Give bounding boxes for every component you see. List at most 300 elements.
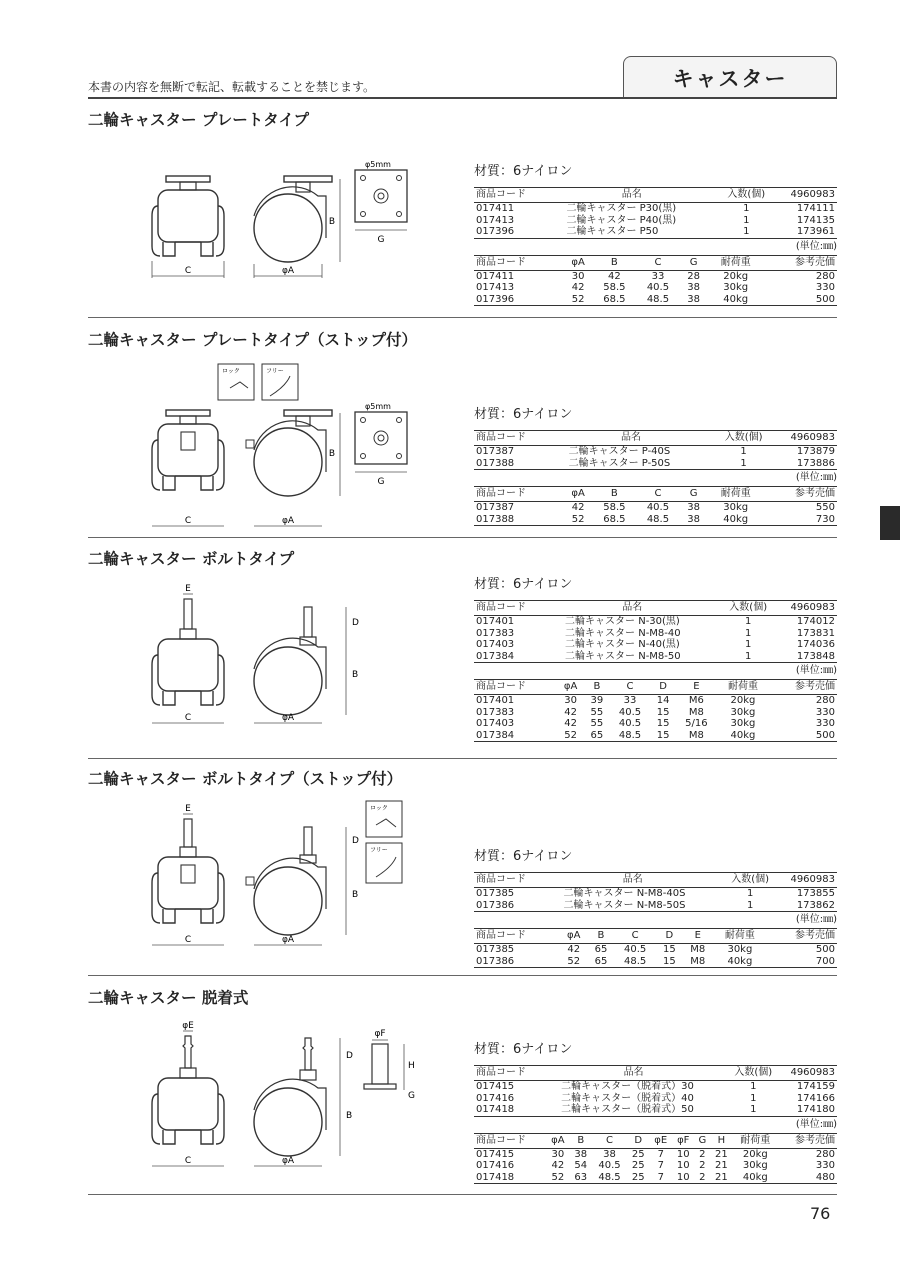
spec-table xyxy=(474,486,837,526)
table-cell: 017415 xyxy=(476,1081,515,1092)
svg-text:φF: φF xyxy=(374,1029,386,1039)
table-cell: 2 xyxy=(694,1172,710,1184)
column-header: 商品コード xyxy=(474,929,560,944)
product-row xyxy=(474,446,837,458)
table-cell: 30kg xyxy=(723,282,749,293)
svg-text:ロック: ロック xyxy=(370,805,388,812)
column-header: 耐荷重 xyxy=(733,1133,778,1148)
table-cell: 二輪キャスター P50 xyxy=(544,226,719,238)
table-cell: 15 xyxy=(656,956,683,968)
front-view xyxy=(152,176,224,278)
table-cell: 280 xyxy=(815,1148,835,1160)
table-cell: 40kg xyxy=(733,1172,778,1184)
table-cell: 33 xyxy=(623,695,637,706)
table-cell: 二輪キャスター N-M8-50S xyxy=(542,900,724,912)
section-bolt-type xyxy=(88,547,837,757)
unit-label: (単位:㎜) xyxy=(795,1118,837,1130)
product-row xyxy=(474,215,837,227)
table-cell: 017418 xyxy=(474,1172,546,1184)
table-cell: 30kg xyxy=(727,944,753,955)
table-cell: 30kg xyxy=(723,502,749,513)
table-cell: M8 xyxy=(676,730,717,742)
table-cell: 15 xyxy=(662,944,676,955)
table-cell: 30kg xyxy=(730,706,756,718)
table-cell: 52 xyxy=(564,294,593,306)
table-cell: 30 xyxy=(564,695,577,706)
table-cell: 174180 xyxy=(778,1104,837,1116)
table-cell: 174012 xyxy=(796,616,835,627)
table-cell: 42 xyxy=(571,502,585,513)
side-view xyxy=(254,176,340,278)
column-header: 商品コード xyxy=(474,487,564,502)
spec-table xyxy=(474,1133,837,1185)
column-header: D xyxy=(650,680,676,695)
plate-top-view xyxy=(355,402,407,487)
material-label: 材質：6ナイロン xyxy=(474,577,573,592)
column-header: D xyxy=(656,929,683,944)
table-cell: 173862 xyxy=(776,900,837,912)
table-cell: 二輪キャスター P30(黒) xyxy=(566,203,677,214)
column-header: B xyxy=(593,487,637,502)
column-header: 耐荷重 xyxy=(717,680,769,695)
spec-row xyxy=(474,718,837,730)
table-cell: 017385 xyxy=(476,944,515,955)
column-header: C xyxy=(592,1133,627,1148)
table-cell: 330 xyxy=(815,282,835,293)
table-cell: 017384 xyxy=(474,730,557,742)
table-cell: 二輪キャスター P-50S xyxy=(547,458,716,470)
table-cell: 40.5 xyxy=(618,718,642,729)
table-cell: 30kg xyxy=(742,1160,768,1171)
table-cell: 174159 xyxy=(796,1081,835,1092)
svg-text:φ5mm: φ5mm xyxy=(365,402,391,411)
svg-text:B: B xyxy=(328,449,336,459)
table-cell: 42 xyxy=(571,282,585,293)
table-cell: 330 xyxy=(815,718,835,729)
table-cell: 38 xyxy=(574,1148,588,1160)
table-cell: 10 xyxy=(672,1172,694,1184)
table-cell: 39 xyxy=(590,695,604,706)
front-view xyxy=(152,410,224,526)
spec-table xyxy=(474,679,837,742)
product-table: 商品コード 品名 入数(個) 4960983 017401 二輪キャスター N-30(黒) 1 174012 017383 二輪キャスター N-M8-40 1 173831 017403 二輪キャスター N-40(黒) 1 174036 017384 二輪キャスター N-M8-50 1 173848 xyxy=(476,602,835,662)
column-header: H xyxy=(710,1133,732,1148)
lock-free-icons xyxy=(366,801,402,883)
table-cell: 017416 xyxy=(476,1092,515,1104)
table-cell: 017411 xyxy=(476,270,515,282)
product-row xyxy=(474,1104,837,1116)
table-cell: 48.5 xyxy=(610,730,650,742)
column-header: φE xyxy=(649,1133,672,1148)
section-divider xyxy=(88,975,837,976)
table-cell: 15 xyxy=(656,706,670,718)
table-cell: 017383 xyxy=(476,706,515,718)
section-title: 二輪キャスター プレートタイプ（ストップ付） xyxy=(88,331,418,349)
table-cell: 017416 xyxy=(476,1160,515,1171)
side-view xyxy=(254,607,359,723)
table-cell: 二輪キャスター（脱着式）50 xyxy=(539,1104,728,1116)
svg-text:φA: φA xyxy=(281,713,295,723)
spec-row xyxy=(474,270,837,282)
table-cell: 017386 xyxy=(474,956,560,968)
table-cell: 280 xyxy=(815,695,835,706)
table-cell: 55 xyxy=(590,718,604,729)
svg-text:D: D xyxy=(346,1051,353,1061)
table-cell: 52 xyxy=(564,514,593,526)
svg-text:C: C xyxy=(184,935,192,945)
table-cell: 017411 xyxy=(476,203,515,214)
page-number: 76 xyxy=(810,1204,831,1223)
table-cell: 500 xyxy=(764,294,837,306)
spec-row xyxy=(474,282,837,294)
column-header: C xyxy=(614,929,656,944)
column-header: φA xyxy=(564,487,593,502)
table-cell: 1 xyxy=(746,888,754,899)
bolt-stop-tables xyxy=(474,845,837,968)
table-cell: 38 xyxy=(680,294,708,306)
column-header: B xyxy=(584,680,610,695)
table-cell: 25 xyxy=(631,1160,645,1171)
svg-text:E: E xyxy=(185,584,191,594)
product-row xyxy=(474,900,837,912)
unit-label: (単位:㎜) xyxy=(795,472,837,483)
table-cell: 1 xyxy=(743,214,750,226)
table-cell: 017403 xyxy=(476,718,515,729)
svg-text:φA: φA xyxy=(281,516,295,526)
table-cell: 017387 xyxy=(476,502,515,513)
section-plate-type xyxy=(88,108,837,318)
table-cell: 42 xyxy=(564,718,577,729)
bolt-tables xyxy=(474,573,837,742)
table-cell: 5/16 xyxy=(685,718,708,729)
table-cell: M8 xyxy=(688,706,704,718)
table-cell: 017388 xyxy=(474,514,564,526)
detachable-caster-diagram xyxy=(148,1016,468,1186)
table-cell: 30 xyxy=(571,270,585,282)
table-cell: 21 xyxy=(714,1160,728,1171)
table-cell: 42 xyxy=(564,706,577,718)
unit-label: (単位:㎜) xyxy=(795,240,837,252)
table-cell: 1 xyxy=(716,458,772,470)
column-header: B xyxy=(593,255,637,270)
column-header: G xyxy=(680,255,708,270)
section-detachable xyxy=(88,986,837,1194)
table-cell: 二輪キャスター N-30(黒) xyxy=(565,616,680,627)
column-header: G xyxy=(680,487,708,502)
svg-text:G: G xyxy=(377,477,385,487)
column-header: C xyxy=(610,680,650,695)
table-cell: 58.5 xyxy=(603,502,626,513)
table-cell: 30kg xyxy=(730,718,756,729)
table-cell: 40kg xyxy=(717,730,769,742)
table-cell: 730 xyxy=(764,514,837,526)
table-cell: 40.5 xyxy=(598,1160,621,1171)
table-cell: 10 xyxy=(676,1148,690,1160)
table-cell: 700 xyxy=(767,956,837,968)
lock-free-icons xyxy=(218,364,298,400)
table-cell: 500 xyxy=(769,730,837,742)
table-cell: 017384 xyxy=(474,651,543,663)
copyright-notice: 本書の内容を無断で転記、転載することを禁じます。 xyxy=(88,80,376,94)
spec-row xyxy=(474,1148,837,1160)
column-header: 参考売価 xyxy=(778,1133,837,1148)
column-header: φA xyxy=(564,255,593,270)
table-cell: 52 xyxy=(557,730,584,742)
section-title: 二輪キャスター ボルトタイプ（ストップ付） xyxy=(88,770,403,788)
product-table: 商品コード 品名 入数(個) 4960983 017415 二輪キャスター（脱着式）30 1 174159 017416 二輪キャスター（脱着式）40 1 174166 017418 二輪キャスター（脱着式）50 1 174180 xyxy=(476,1067,835,1115)
table-cell: 28 xyxy=(687,270,700,282)
svg-text:E: E xyxy=(185,804,191,814)
socket-view xyxy=(364,1029,415,1101)
table-cell: 40kg xyxy=(708,294,764,306)
column-header: E xyxy=(676,680,717,695)
table-cell: 7 xyxy=(657,1160,664,1171)
material-label: 材質：6ナイロン xyxy=(474,849,573,864)
column-header: D xyxy=(627,1133,649,1148)
spec-row xyxy=(474,944,837,956)
table-cell: 017385 xyxy=(476,888,515,899)
table-cell: 1 xyxy=(743,203,750,214)
spec-row xyxy=(474,1160,837,1172)
product-table: 商品コード 品名 入数(個) 4960983 017411 二輪キャスター P30(黒) 1 174111 017413 二輪キャスター P40(黒) 1 174135 017396 二輪キャスター P50 1 173961 xyxy=(476,189,835,237)
svg-text:H: H xyxy=(408,1061,415,1071)
side-index-tab xyxy=(880,506,900,540)
plate-top-view xyxy=(355,160,407,245)
table-cell: 173848 xyxy=(775,651,837,663)
column-header: 参考売価 xyxy=(769,680,837,695)
svg-text:φ5mm: φ5mm xyxy=(365,160,391,169)
column-header: 参考売価 xyxy=(767,929,837,944)
table-cell: 173961 xyxy=(774,226,837,238)
column-header: φA xyxy=(557,680,584,695)
table-cell: 52 xyxy=(546,1172,569,1184)
dim-c-label: C xyxy=(184,266,192,276)
table-cell: 40kg xyxy=(708,514,764,526)
product-table: 商品コード 品名 入数(個) 4960983 017385 二輪キャスター N-M8-40S 1 173855 017386 二輪キャスター N-M8-50S 1 173862 xyxy=(476,874,835,911)
material-label: 材質：6ナイロン xyxy=(474,407,573,422)
section-plate-type-stop xyxy=(88,328,837,538)
product-row xyxy=(474,639,837,651)
column-header: 参考売価 xyxy=(764,255,837,270)
column-header: B xyxy=(570,1133,592,1148)
table-cell: 15 xyxy=(656,718,670,729)
spec-table xyxy=(474,255,837,307)
table-cell: 二輪キャスター N-40(黒) xyxy=(565,639,680,650)
spec-row xyxy=(474,294,837,306)
svg-text:D: D xyxy=(352,836,359,846)
table-cell: 40.5 xyxy=(646,502,670,513)
side-view xyxy=(246,827,359,945)
table-cell: 40.5 xyxy=(646,282,670,293)
product-row xyxy=(474,203,837,215)
table-cell: 58.5 xyxy=(603,282,626,293)
table-cell: 017401 xyxy=(476,695,515,706)
spec-row xyxy=(474,514,837,526)
table-cell: 1 xyxy=(745,616,752,627)
plate-caster-diagram xyxy=(148,158,468,298)
table-cell: 480 xyxy=(778,1172,837,1184)
plate-tables xyxy=(474,160,837,306)
svg-text:φA: φA xyxy=(281,1156,295,1166)
table-cell: 42 xyxy=(567,944,581,955)
table-cell: 017401 xyxy=(476,616,515,627)
front-view xyxy=(152,1021,224,1166)
table-cell: 017387 xyxy=(476,446,515,457)
svg-text:B: B xyxy=(352,670,359,680)
material-label: 材質：6ナイロン xyxy=(474,164,573,179)
column-header: φA xyxy=(546,1133,569,1148)
table-cell: 1 xyxy=(728,1104,778,1116)
product-row xyxy=(474,1093,837,1105)
table-cell: 017386 xyxy=(474,900,542,912)
column-header: 商品コード xyxy=(474,1133,546,1148)
table-cell: 65 xyxy=(594,944,608,955)
side-view xyxy=(246,410,340,526)
table-cell: 42 xyxy=(551,1160,565,1171)
table-cell: 017383 xyxy=(476,627,515,639)
table-cell: 10 xyxy=(676,1160,690,1171)
table-cell: 2 xyxy=(699,1160,706,1171)
table-cell: 017396 xyxy=(474,226,544,238)
table-cell: 二輪キャスター P-40S xyxy=(568,446,671,457)
table-cell: 54 xyxy=(574,1160,588,1171)
column-header: E xyxy=(683,929,713,944)
front-view xyxy=(152,584,224,723)
table-cell: 1 xyxy=(719,226,774,238)
spec-row xyxy=(474,730,837,742)
front-view xyxy=(152,804,224,945)
table-cell: 20kg xyxy=(742,1148,768,1160)
table-cell: 7 xyxy=(649,1172,672,1184)
table-cell: 174166 xyxy=(796,1092,835,1104)
spec-row xyxy=(474,695,837,707)
spec-row xyxy=(474,502,837,514)
column-header: C xyxy=(636,487,680,502)
table-cell: 21 xyxy=(710,1172,732,1184)
svg-text:フリー: フリー xyxy=(266,368,284,375)
table-cell: 330 xyxy=(815,706,835,718)
table-cell: 550 xyxy=(815,502,835,513)
product-row xyxy=(474,888,837,900)
table-cell: 38 xyxy=(687,282,700,293)
table-cell: 20kg xyxy=(730,695,756,706)
svg-text:φE: φE xyxy=(182,1021,194,1031)
section-divider xyxy=(88,758,837,759)
column-header: 耐荷重 xyxy=(708,255,764,270)
table-cell: 65 xyxy=(588,956,615,968)
table-cell: 173886 xyxy=(772,458,837,470)
section-title: 二輪キャスター ボルトタイプ xyxy=(88,550,295,568)
table-cell: 40kg xyxy=(713,956,767,968)
spec-row xyxy=(474,707,837,719)
svg-text:B: B xyxy=(328,217,336,227)
svg-text:ロック: ロック xyxy=(222,368,240,375)
table-cell: 330 xyxy=(815,1160,835,1171)
table-cell: M6 xyxy=(688,695,704,706)
column-header: 耐荷重 xyxy=(713,929,767,944)
svg-text:C: C xyxy=(184,1156,192,1166)
table-cell: 40.5 xyxy=(618,706,642,718)
section-divider xyxy=(88,1194,837,1195)
table-cell: 二輪キャスター N-M8-40S xyxy=(563,888,686,899)
table-cell: 20kg xyxy=(723,270,749,282)
unit-label: (単位:㎜) xyxy=(795,665,837,676)
table-cell: 2 xyxy=(699,1148,706,1160)
bolt-caster-diagram xyxy=(148,581,468,741)
table-cell: 174111 xyxy=(796,203,835,214)
spec-table xyxy=(474,928,837,968)
product-row xyxy=(474,616,837,628)
table-cell: 280 xyxy=(815,270,835,282)
table-cell: 500 xyxy=(815,944,835,955)
table-cell: 1 xyxy=(750,1092,757,1104)
table-cell: 174135 xyxy=(796,214,835,226)
table-cell: 017418 xyxy=(474,1104,539,1116)
bolt-stop-caster-diagram xyxy=(148,797,468,957)
table-cell: 1 xyxy=(750,1081,757,1092)
table-cell: 017415 xyxy=(476,1148,515,1160)
column-header: G xyxy=(694,1133,710,1148)
svg-text:フリー: フリー xyxy=(370,847,388,854)
spec-row xyxy=(474,1172,837,1184)
svg-text:G: G xyxy=(408,1091,415,1101)
product-row xyxy=(474,226,837,238)
svg-text:D: D xyxy=(352,618,359,628)
table-cell: 63 xyxy=(570,1172,592,1184)
spec-row xyxy=(474,956,837,968)
table-cell: 42 xyxy=(607,270,621,282)
table-cell: 7 xyxy=(657,1148,664,1160)
table-cell: 48.5 xyxy=(614,956,656,968)
section-title: 二輪キャスター プレートタイプ xyxy=(88,111,310,129)
table-cell: 二輪キャスター（脱着式）40 xyxy=(561,1092,694,1104)
side-view xyxy=(254,1038,353,1166)
column-header: 商品コード xyxy=(474,680,557,695)
table-cell: 1 xyxy=(745,627,752,639)
table-cell: 14 xyxy=(656,695,670,706)
svg-text:φA: φA xyxy=(281,935,295,945)
table-cell: 二輪キャスター N-M8-40 xyxy=(565,627,681,639)
column-header: 商品コード xyxy=(474,255,564,270)
table-cell: 68.5 xyxy=(593,514,637,526)
table-cell: 017403 xyxy=(476,639,515,650)
table-cell: 173831 xyxy=(796,627,835,639)
table-cell: 48.5 xyxy=(636,294,680,306)
table-cell: 68.5 xyxy=(593,294,637,306)
product-row xyxy=(474,1081,837,1093)
table-cell: 33 xyxy=(651,270,665,282)
product-row xyxy=(474,628,837,640)
table-cell: 48.5 xyxy=(636,514,680,526)
category-tab: キャスター xyxy=(623,56,837,98)
table-cell: 38 xyxy=(687,502,700,513)
svg-text:φA: φA xyxy=(281,266,295,276)
table-cell: 30 xyxy=(551,1148,565,1160)
material-label: 材質：6ナイロン xyxy=(474,1042,573,1057)
table-cell: 1 xyxy=(721,651,774,663)
table-cell: 017413 xyxy=(476,214,515,226)
table-cell: 017413 xyxy=(476,282,515,293)
table-cell: 15 xyxy=(650,730,676,742)
table-cell: 173879 xyxy=(796,446,835,457)
table-cell: 25 xyxy=(631,1148,645,1160)
table-cell: 1 xyxy=(740,446,747,457)
table-cell: 38 xyxy=(680,514,708,526)
product-table: 商品コード 品名 入数(個) 4960983 017387 二輪キャスター P-40S 1 173879 017388 二輪キャスター P-50S 1 173886 xyxy=(476,432,835,469)
table-cell: 40.5 xyxy=(624,944,647,955)
svg-text:B: B xyxy=(352,890,359,900)
column-header: 耐荷重 xyxy=(708,487,764,502)
